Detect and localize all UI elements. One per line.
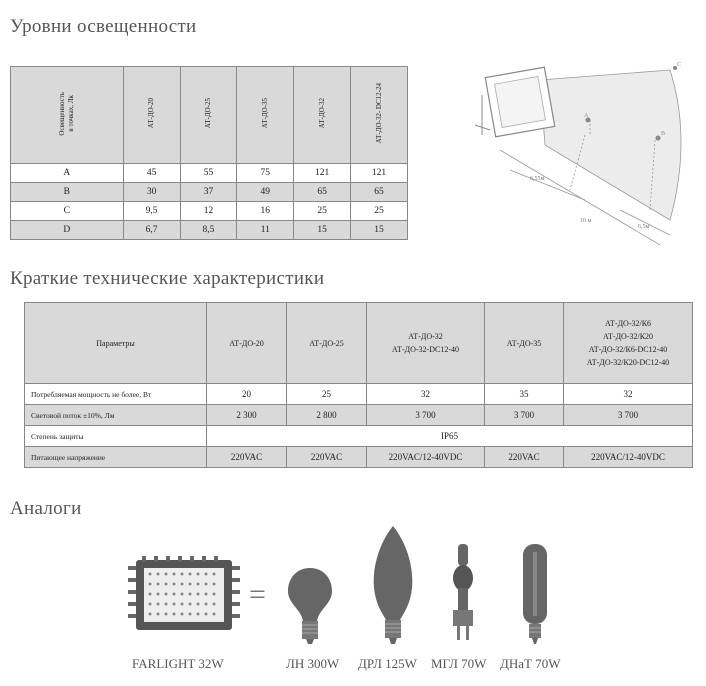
section-title-illumination: Уровни освещенности [10, 16, 197, 37]
analog-caption: МГЛ 70W [431, 656, 487, 671]
analog-caption: ДНаТ 70W [500, 656, 561, 671]
table-row: Световой поток ±10%, Лм 2 300 2 800 3 700 3 700 3 700 [25, 405, 693, 426]
table-header-row [11, 67, 408, 164]
corner-header: Освещенность в точках, Лк [11, 67, 124, 164]
metal-halide-lamp-icon [450, 544, 476, 642]
model-header: АТ-ДО-25 [180, 67, 237, 164]
specs-table [24, 302, 693, 468]
equals-sign: = [249, 578, 266, 611]
illumination-table [10, 66, 408, 240]
point-c-label: C [677, 62, 682, 68]
table-row: D 6,7 8,5 11 15 15 [11, 221, 408, 240]
model-header: АТ-ДО-20 [207, 303, 287, 384]
distance-label: 6,5м [638, 224, 650, 230]
table-row: B 30 37 49 65 65 [11, 183, 408, 202]
analog-caption: ДРЛ 125W [358, 656, 417, 671]
distance-label: 10 м [580, 218, 592, 224]
drl-lamp-icon [372, 526, 414, 644]
table-header-row [25, 303, 693, 384]
incandescent-bulb-icon [286, 566, 334, 644]
distance-label: 6,55м [530, 176, 545, 182]
model-header: АТ-ДО-32 [294, 67, 351, 164]
table-row: Потребляемая мощность не более, Вт 20 25 32 35 32 [25, 384, 693, 405]
point-b-label: B [661, 131, 666, 137]
point-a-label: A [584, 113, 589, 119]
model-header: АТ-ДО-20 [123, 67, 180, 164]
model-header: АТ-ДО-35 [237, 67, 294, 164]
model-header: АТ-ДО-35 [485, 303, 564, 384]
analog-caption: FARLIGHT 32W [132, 656, 224, 671]
hps-lamp-icon [522, 544, 548, 644]
model-header: АТ-ДО-32/К6 АТ-ДО-32/К20 АТ-ДО-32/К6-DC12-40 АТ-ДО-32/К20-DC12-40 [564, 303, 693, 384]
floodlight-icon [128, 556, 240, 634]
section-title-specs: Краткие технические характеристики [10, 268, 325, 289]
analog-caption: ЛН 300W [286, 656, 340, 671]
model-header: АТ-ДО-32- DC12-24 [351, 67, 408, 164]
floodlight-icon [475, 67, 555, 137]
model-header: АТ-ДО-32 АТ-ДО-32-DC12-40 [367, 303, 485, 384]
model-header: АТ-ДО-25 [287, 303, 367, 384]
table-row: Питающее напряжение 220VAC 220VAC 220VAC/12-40VDC 220VAC 220VAC/12-40VDC [25, 447, 693, 468]
table-row: Степень защиты IP65 [25, 426, 693, 447]
table-row: A 45 55 75 121 121 [11, 164, 408, 183]
param-header: Параметры [25, 303, 207, 384]
light-cone-diagram [470, 60, 700, 260]
section-title-analogs: Аналоги [10, 498, 82, 519]
table-row: C 9,5 12 16 25 25 [11, 202, 408, 221]
